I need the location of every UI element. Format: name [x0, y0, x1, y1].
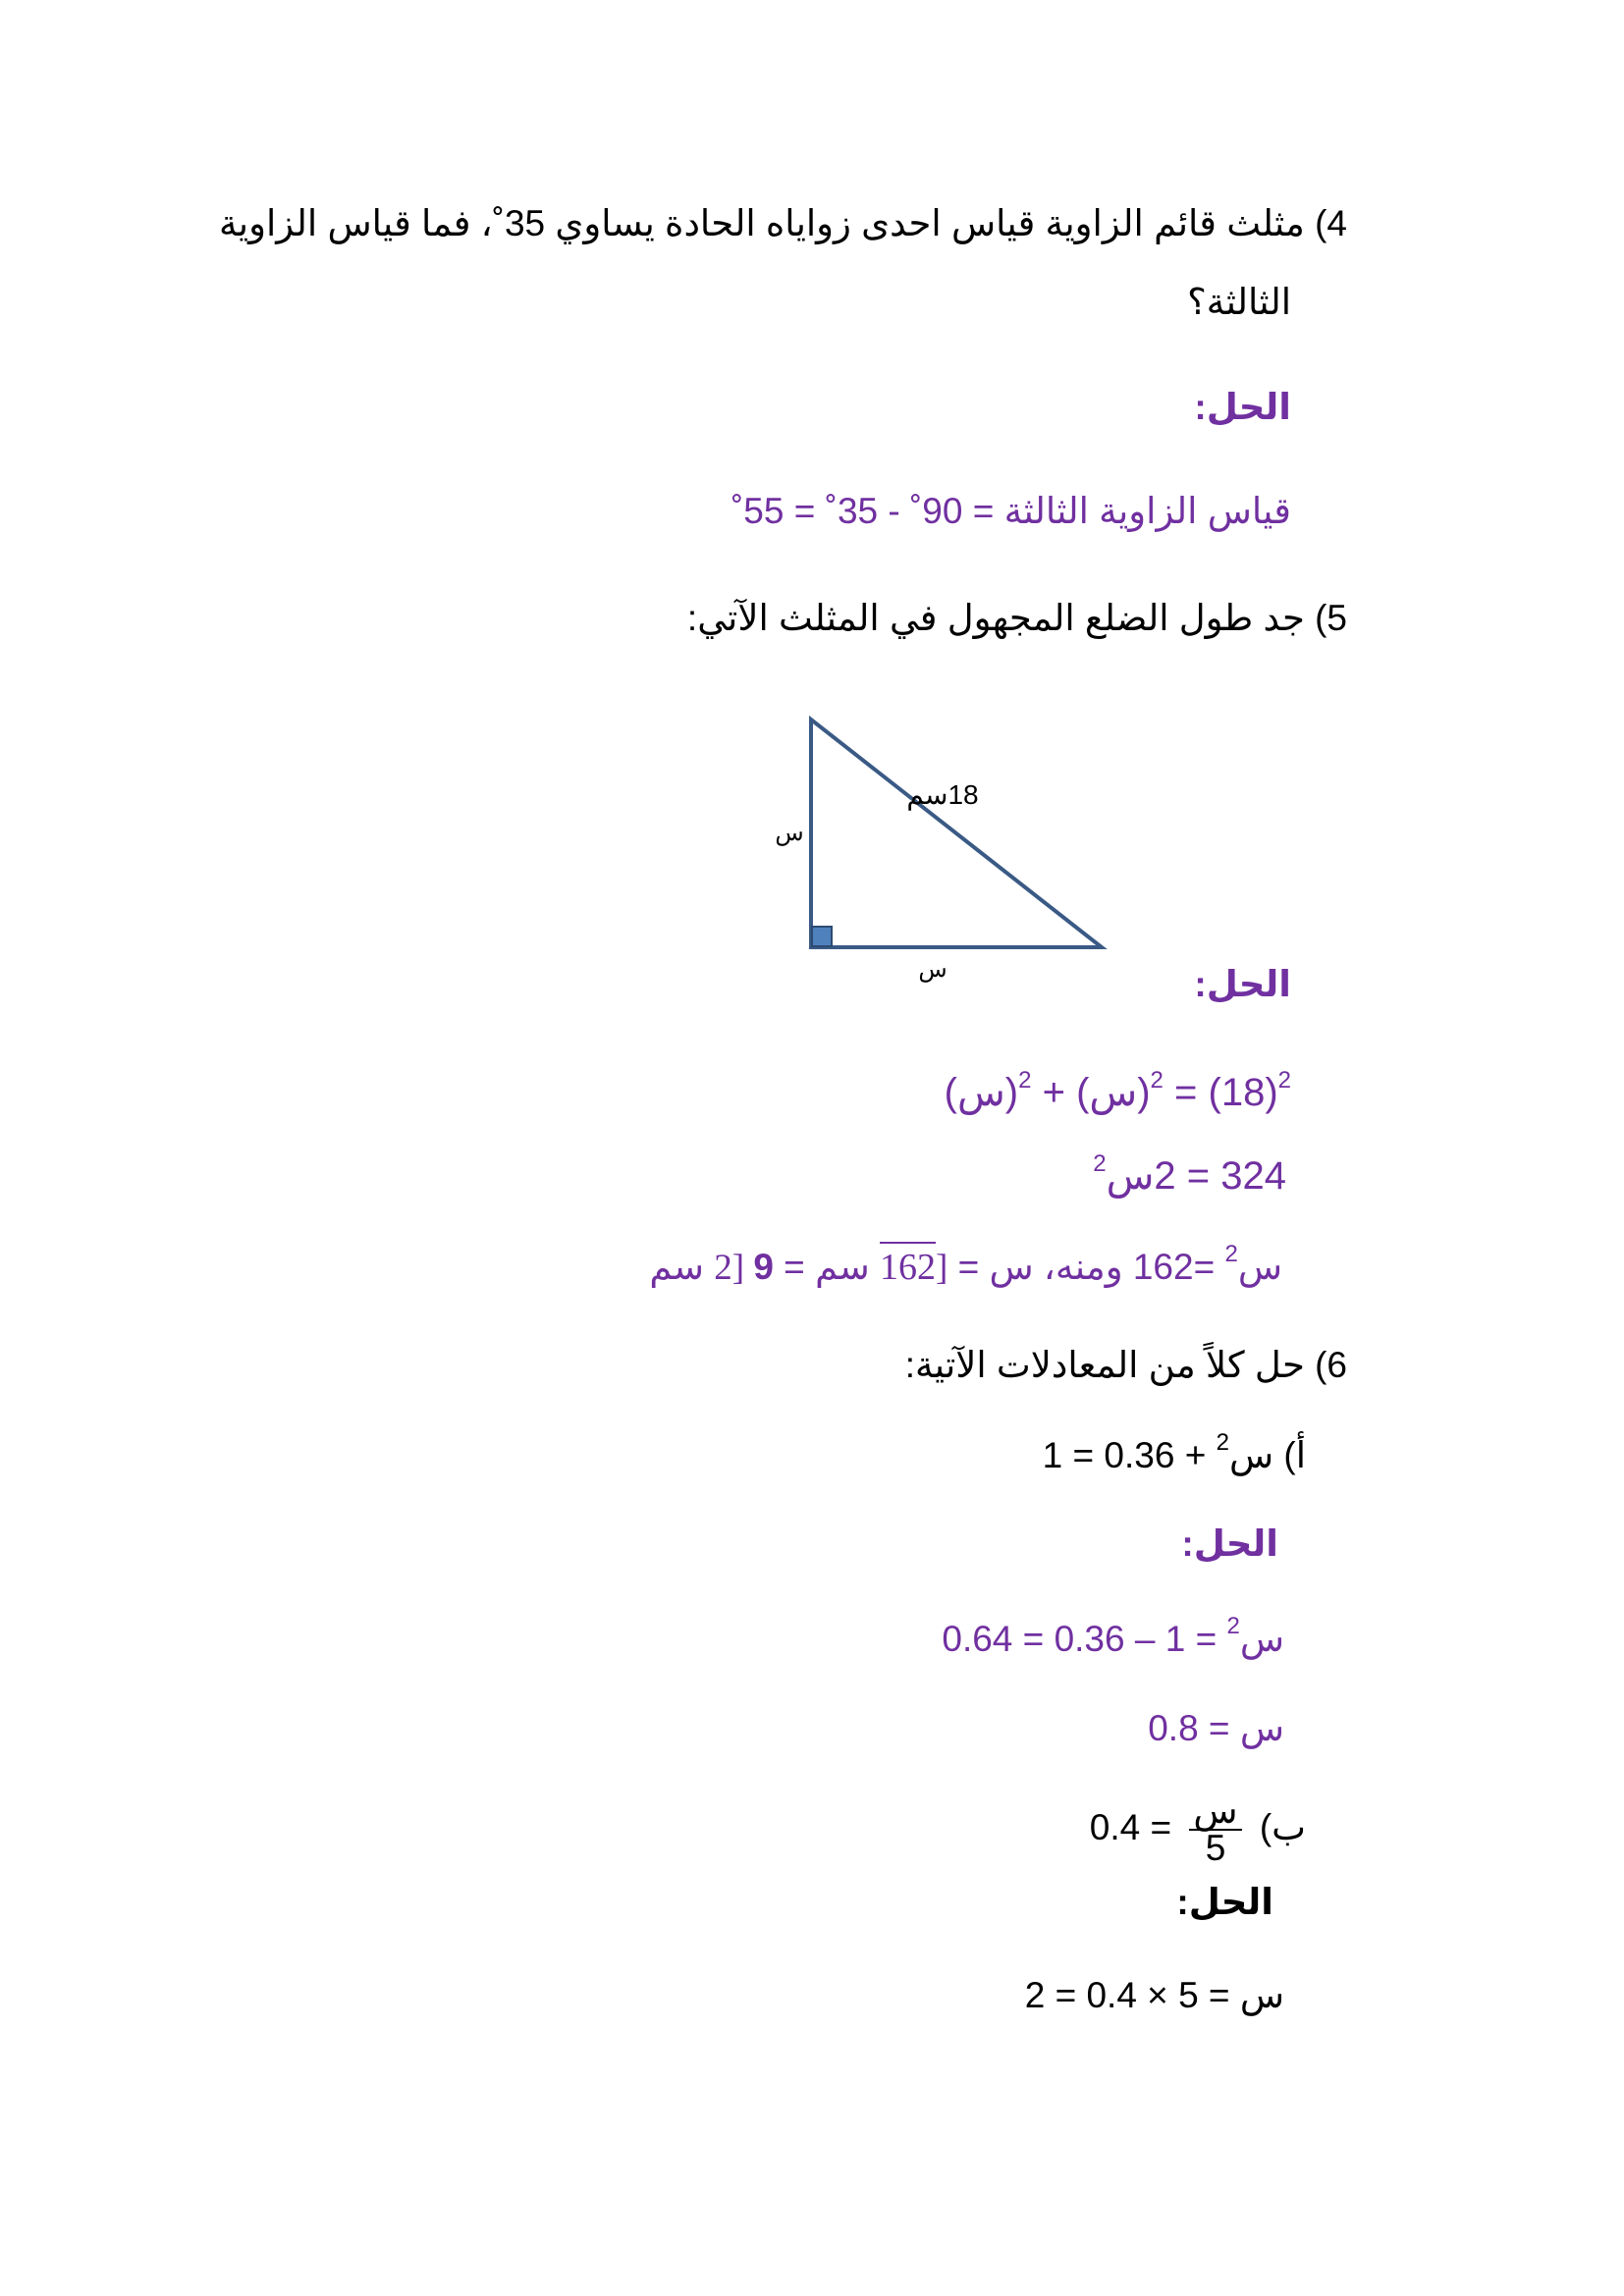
- q6b-solution-label: الحل:: [1176, 1882, 1273, 1922]
- hypotenuse-label: 18سم: [906, 779, 979, 810]
- horizontal-leg-label: س: [918, 956, 947, 983]
- q4-question-line2: الثالثة؟: [1187, 282, 1291, 322]
- q6b-step-1: س = 5 × 0.4 = 2: [1024, 1975, 1284, 2015]
- q6a-step-2: س = 0.8: [1148, 1708, 1284, 1748]
- q4-question-line1: 4) مثلث قائم الزاوية قياس احدى زواياه الحادة يساوي 35˚، فما قياس الزاوية: [218, 203, 1347, 243]
- fraction-x-over-5: $\frac{\text{س}}{5}$: [1189, 1793, 1241, 1866]
- q6-part-a: أ) س$^2$ + 0.36 = 1: [1042, 1429, 1306, 1475]
- q5-equation-2: 324 = 2س$^2$: [1093, 1150, 1286, 1198]
- eq1-term-a: (س): [944, 1071, 1019, 1114]
- q4-answer: قياس الزاوية الثالثة = 90˚ - 35˚ = 55˚: [731, 491, 1291, 531]
- q4-solution-label: الحل:: [1194, 387, 1291, 427]
- q6-question: 6) حل كلاً من المعادلات الآتية:: [904, 1345, 1347, 1385]
- triangle-shape: [811, 720, 1102, 947]
- q6a-solution-label: الحل:: [1181, 1523, 1278, 1564]
- q5-equation-3: س$^2$ =162 ومنه، س = [162 سم = 9 [2 سم: [649, 1241, 1282, 1288]
- right-triangle-diagram: [756, 687, 1149, 1001]
- eq1-term-b: (س): [1076, 1071, 1151, 1114]
- q5-question: 5) جد طول الضلع المجهول في المثلث الآتي:: [686, 598, 1347, 638]
- right-angle-marker: [812, 927, 832, 946]
- q5-solution-label: الحل:: [1194, 964, 1291, 1004]
- eq1-lhs: (18): [1208, 1071, 1278, 1114]
- q5-equation-1: (س)$^2$ + (س)$^2$ = $(18)^2$: [944, 1067, 1291, 1114]
- q6-part-b: ب) $\frac{\text{س}}{5}$ = 0.4: [1089, 1790, 1306, 1869]
- bold-answer-9: 9: [753, 1247, 774, 1287]
- q6a-step-1: س$^2$ = 1 – 0.36 = 0.64: [942, 1613, 1284, 1659]
- vertical-leg-label: س: [775, 820, 804, 846]
- sqrt-162: 162: [880, 1242, 936, 1290]
